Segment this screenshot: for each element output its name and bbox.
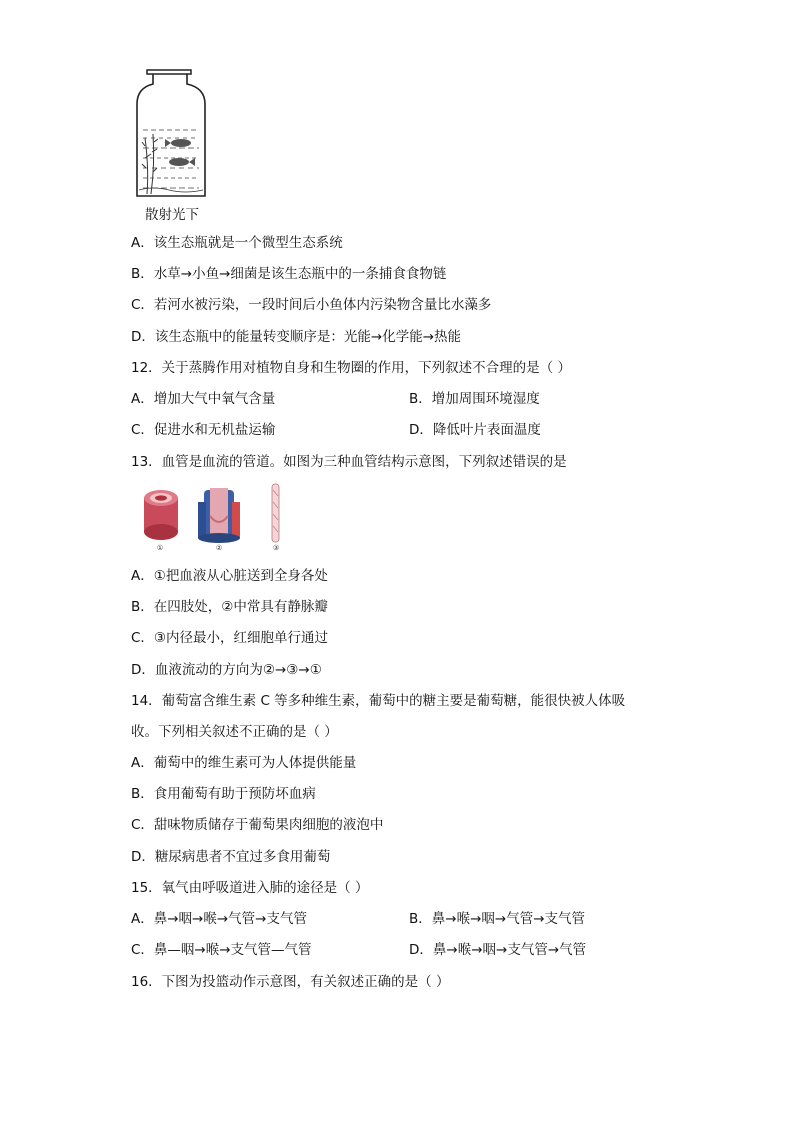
q14-stem-line1: 14．葡萄富含维生素 C 等多种维生素，葡萄中的糖主要是葡萄糖，能很快被人体吸 bbox=[131, 693, 626, 709]
q12-stem: 12．关于蒸腾作用对植物自身和生物圈的作用，下列叙述不合理的是（ ） bbox=[131, 360, 571, 376]
q11-option-d: D．该生态瓶中的能量转变顺序是：光能→化学能→热能 bbox=[131, 329, 462, 345]
vessel-label-1: ① bbox=[156, 544, 164, 552]
q14-option-b: B．食用葡萄有助于预防坏血病 bbox=[131, 786, 316, 802]
vessel-label-3: ③ bbox=[272, 544, 280, 552]
vein-illustration bbox=[198, 488, 240, 543]
q11-option-b: B．水草→小鱼→细菌是该生态瓶中的一条捕食食物链 bbox=[131, 266, 447, 282]
q15-stem: 15．氧气由呼吸道进入肺的途径是（ ） bbox=[131, 880, 369, 896]
q15-option-b: B．鼻→喉→咽→气管→支气管 bbox=[409, 911, 586, 927]
q15-option-d: D．鼻→喉→咽→支气管→气管 bbox=[409, 942, 587, 958]
q13-stem: 13．血管是血流的管道。如图为三种血管结构示意图，下列叙述错误的是 bbox=[131, 454, 567, 470]
q15-option-a: A．鼻→咽→喉→气管→支气管 bbox=[131, 911, 307, 927]
q14-stem-line2: 收。下列相关叙述不正确的是（ ） bbox=[131, 724, 338, 740]
blood-vessels-figure bbox=[138, 482, 288, 554]
q16-stem: 16．下图为投篮动作示意图，有关叙述正确的是（ ） bbox=[131, 974, 450, 990]
ecological-bottle-figure bbox=[133, 68, 213, 200]
q14-option-d: D．糖尿病患者不宜过多食用葡萄 bbox=[131, 849, 331, 865]
q13-option-a: A．①把血液从心脏送到全身各处 bbox=[131, 568, 328, 584]
figure-caption: 散射光下 bbox=[145, 207, 199, 223]
capillary-illustration bbox=[272, 484, 279, 542]
q11-option-a: A．该生态瓶就是一个微型生态系统 bbox=[131, 235, 343, 251]
q14-option-a: A．葡萄中的维生素可为人体提供能量 bbox=[131, 755, 357, 771]
q14-option-c: C．甜味物质储存于葡萄果肉细胞的液泡中 bbox=[131, 817, 384, 833]
q13-option-b: B．在四肢处，②中常具有静脉瓣 bbox=[131, 599, 328, 615]
q12-option-b: B．增加周围环境湿度 bbox=[409, 391, 540, 407]
q12-option-c: C．促进水和无机盐运输 bbox=[131, 422, 276, 438]
q11-option-c: C．若河水被污染，一段时间后小鱼体内污染物含量比水藻多 bbox=[131, 297, 492, 313]
q13-option-c: C．③内径最小，红细胞单行通过 bbox=[131, 630, 329, 646]
q13-option-d: D．血液流动的方向为②→③→① bbox=[131, 662, 322, 678]
artery-illustration bbox=[144, 490, 178, 540]
q12-option-d: D．降低叶片表面温度 bbox=[409, 422, 541, 438]
q12-option-a: A．增加大气中氧气含量 bbox=[131, 391, 276, 407]
q15-option-c: C．鼻—咽→喉→支气管—气管 bbox=[131, 942, 312, 958]
vessel-label-2: ② bbox=[215, 544, 223, 552]
